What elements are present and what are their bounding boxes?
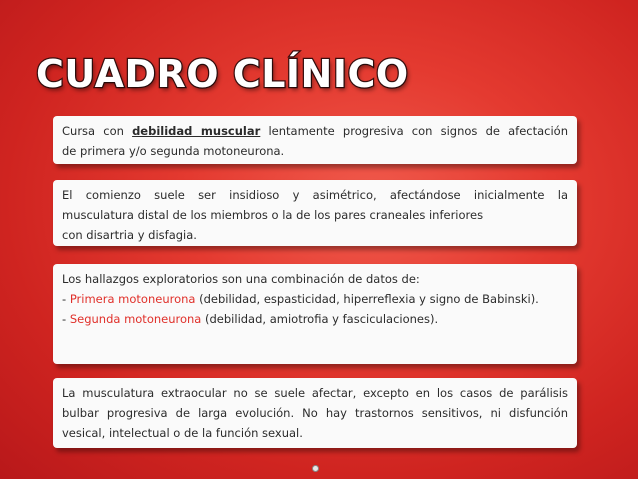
box3-item2-desc: (debilidad, amiotrofia y fasciculaciones). <box>201 312 439 326</box>
box3-item-2 <box>62 309 568 329</box>
box1-emphasis: debilidad muscular <box>132 124 261 138</box>
box3-item1-term: Primera motoneurona <box>69 292 196 306</box>
box3-item2-dash: - <box>62 312 70 326</box>
box3-item-1 <box>62 289 568 309</box>
box1-post: lentamente progresiva con signos de afectación <box>260 124 569 138</box>
box3-intro: Los hallazgos exploratorios son una combinación de datos de: <box>62 272 420 286</box>
box3-item1-desc: (debilidad, espasticidad, hiperreflexia y signo de Babinski). <box>195 292 539 306</box>
box4-text: La musculatura extraocular no se suele afectar, excepto en los casos de parálisis bulbar progresiva de larga evolución. No hay trastornos sensitivos, ni disfunción vesical, intelectual o de la función sexual. <box>62 386 568 440</box>
box3-item1-dash: - <box>62 292 70 306</box>
box1-line1 <box>62 121 568 141</box>
box3-item2-term: Segunda motoneurona <box>69 312 202 326</box>
box1-line2: de primera y/o segunda motoneurona. <box>62 144 285 158</box>
box2-line3: con disartria y disfagia. <box>62 228 197 242</box>
box1-pre: Cursa con <box>62 124 133 138</box>
info-box-1 <box>53 116 577 164</box>
box2-line1: El comienzo suele ser insidioso y asimétrico, afectándose inicialmente la <box>62 188 568 202</box>
box2-line2: musculatura distal de los miembros o la de los pares craneales inferiores <box>62 208 484 222</box>
info-box-4 <box>53 378 577 448</box>
bottom-dot-icon <box>312 465 319 472</box>
slide-title: CUADRO CLÍNICO <box>36 52 409 96</box>
info-box-3 <box>53 264 577 364</box>
info-box-2 <box>53 180 577 246</box>
